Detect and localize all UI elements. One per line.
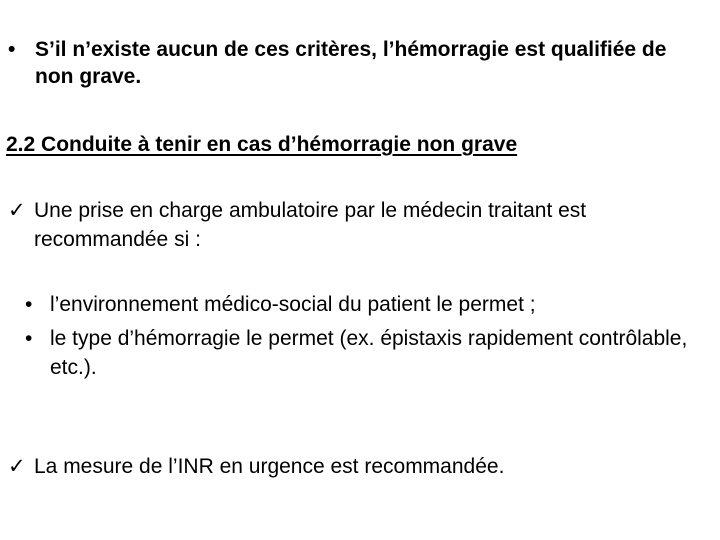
bullet-marker: • — [8, 38, 16, 61]
check-item-ambulatory — [8, 196, 720, 254]
sub-bullet-item-environment — [25, 290, 705, 319]
sub-bullet-text: le type d’hémorragie le permet (ex. épistaxis rapidement contrôlable, etc.). — [50, 327, 688, 379]
check-item-text: La mesure de l’INR en urgence est recommandée. — [34, 455, 505, 478]
bullet-marker: • — [25, 327, 33, 350]
check-icon: ✓ — [8, 455, 26, 478]
check-item-inr — [8, 452, 708, 481]
intro-text: S’il n’existe aucun de ces critères, l’hémorragie est qualifiée de non grave. — [35, 38, 667, 88]
check-item-text: Une prise en charge ambulatoire par le médecin traitant est recommandée si : — [34, 199, 587, 251]
intro-bullet-item — [8, 36, 698, 90]
section-heading: 2.2 Conduite à tenir en cas d’hémorragie non grave — [6, 133, 518, 156]
sub-bullet-item-hemorrhage-type — [25, 324, 715, 382]
check-icon: ✓ — [8, 199, 26, 222]
bullet-marker: • — [25, 293, 33, 316]
sub-bullet-text: l’environnement médico-social du patient le permet ; — [50, 293, 536, 316]
